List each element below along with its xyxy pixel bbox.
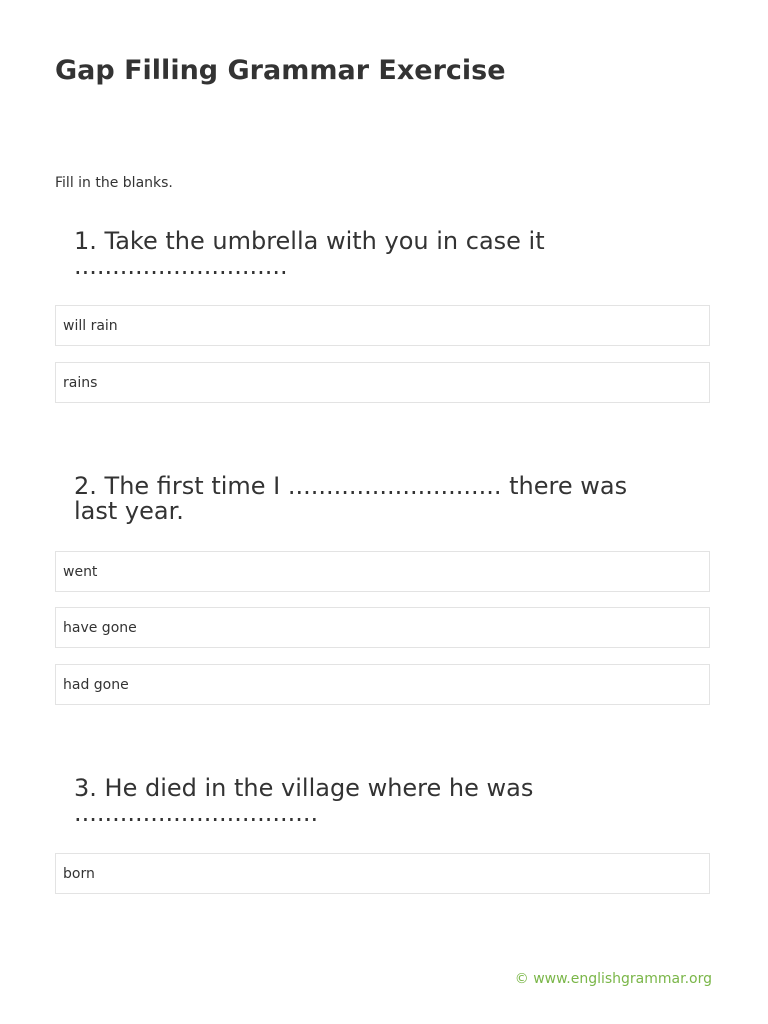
answer-option[interactable]: rains [55,362,710,403]
question-3: 3. He died in the village where he was ................................ [74,774,534,827]
question-2: 2. The first time I ............................ there was last year. [74,472,628,525]
footer-copyright: © www.englishgrammar.org [514,971,712,987]
page-title: Gap Filling Grammar Exercise [55,55,506,86]
answer-option[interactable]: went [55,551,710,592]
answer-option[interactable]: have gone [55,607,710,648]
instructions-text: Fill in the blanks. [55,175,173,191]
answer-option[interactable]: born [55,853,710,894]
answer-option[interactable]: had gone [55,664,710,705]
question-1: 1. Take the umbrella with you in case it ............................ [74,227,545,280]
answer-option[interactable]: will rain [55,305,710,346]
